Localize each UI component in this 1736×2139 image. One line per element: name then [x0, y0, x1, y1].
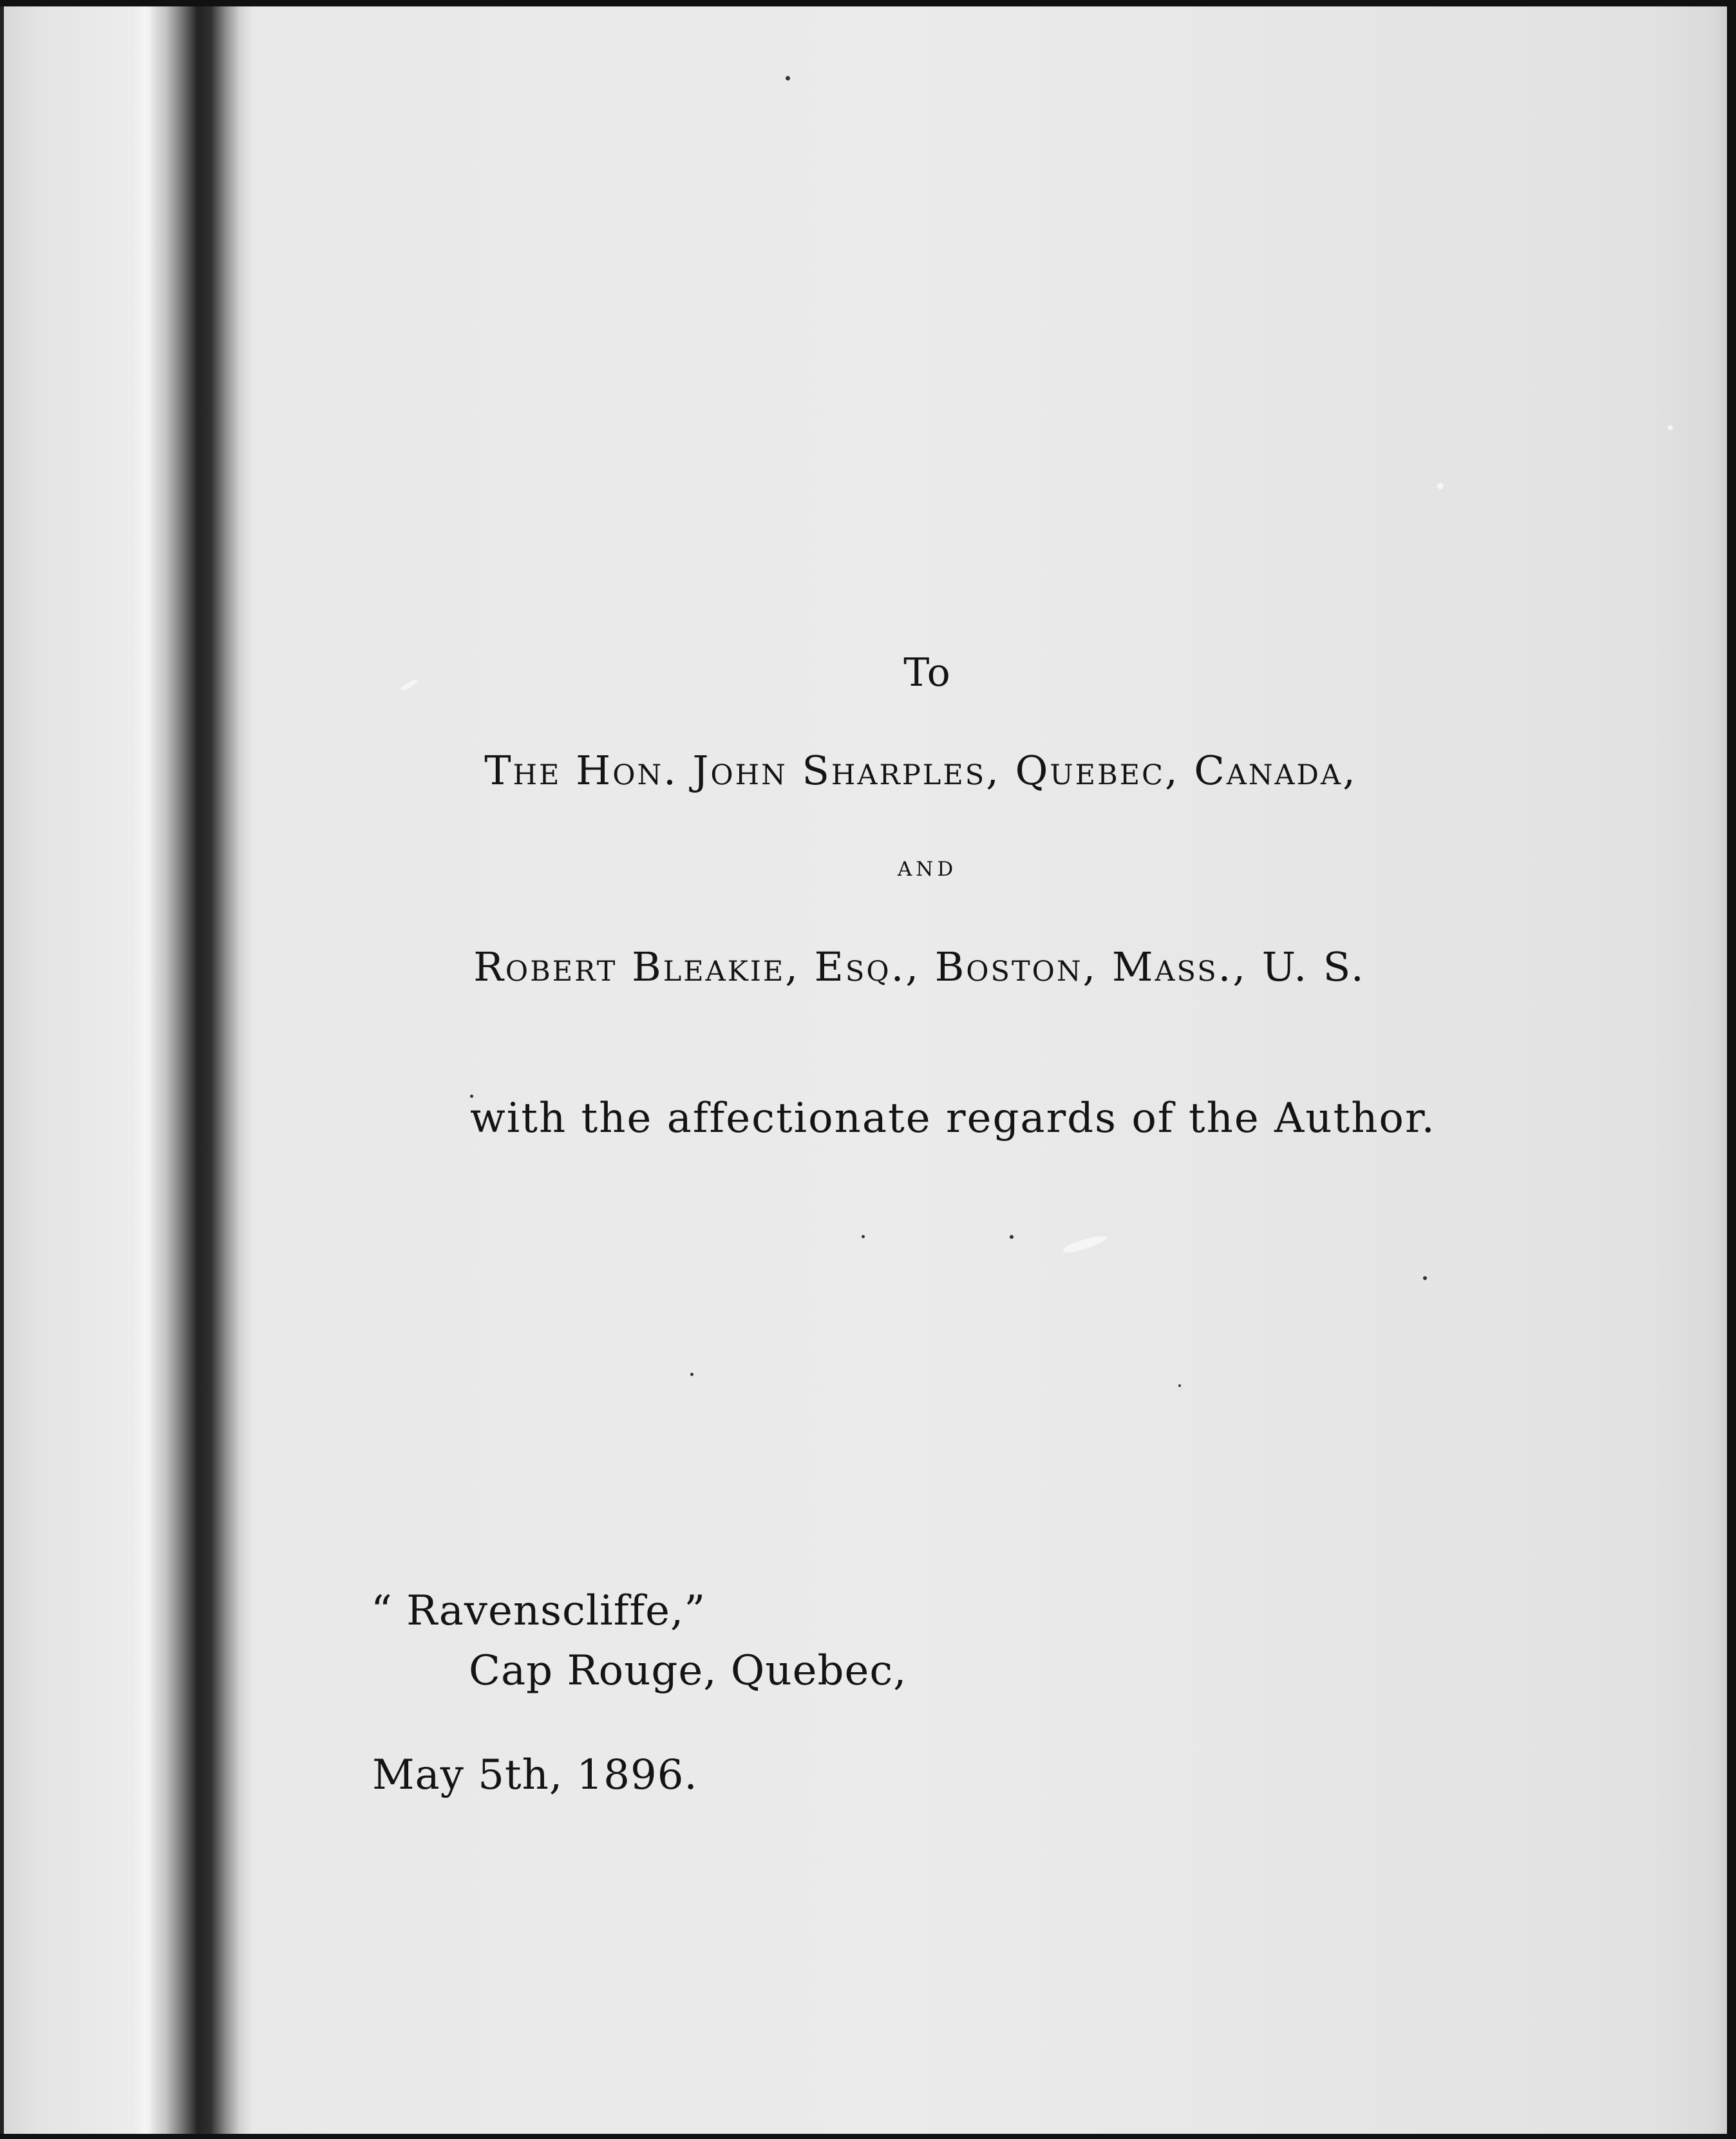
scan-bottom-edge — [0, 2134, 1736, 2139]
signoff-date: May 5th, 1896. — [372, 1751, 698, 1799]
dust-speck — [1010, 1235, 1014, 1239]
scan-right-edge — [1727, 0, 1736, 2139]
signoff-place-line-2: Cap Rouge, Quebec, — [469, 1647, 907, 1695]
dust-speck — [1668, 425, 1673, 430]
signoff-place-line-1: “ Ravenscliffe,” — [371, 1587, 706, 1635]
dust-speck — [862, 1235, 865, 1238]
dust-speck — [1062, 1233, 1108, 1256]
dust-speck — [399, 678, 419, 692]
dust-speck — [786, 76, 790, 80]
dust-speck — [690, 1373, 693, 1376]
binding-gutter-shadow — [149, 0, 252, 2139]
dust-speck — [1178, 1384, 1181, 1387]
dedicatee-line-2: Robert Bleakie, Esq., Boston, Mass., U. S. — [473, 943, 1366, 990]
dedication-to: To — [903, 650, 951, 695]
dedicatee-line-1: The Hon. John Sharples, Quebec, Canada, — [484, 747, 1357, 794]
scan-left-edge — [0, 0, 4, 2139]
scan-top-edge — [0, 0, 1736, 6]
dedication-conjunction: and — [897, 850, 958, 883]
dust-speck — [1423, 1276, 1427, 1280]
dust-speck — [1437, 483, 1444, 489]
dedication-regards: with the affectionate regards of the Author. — [470, 1095, 1436, 1142]
